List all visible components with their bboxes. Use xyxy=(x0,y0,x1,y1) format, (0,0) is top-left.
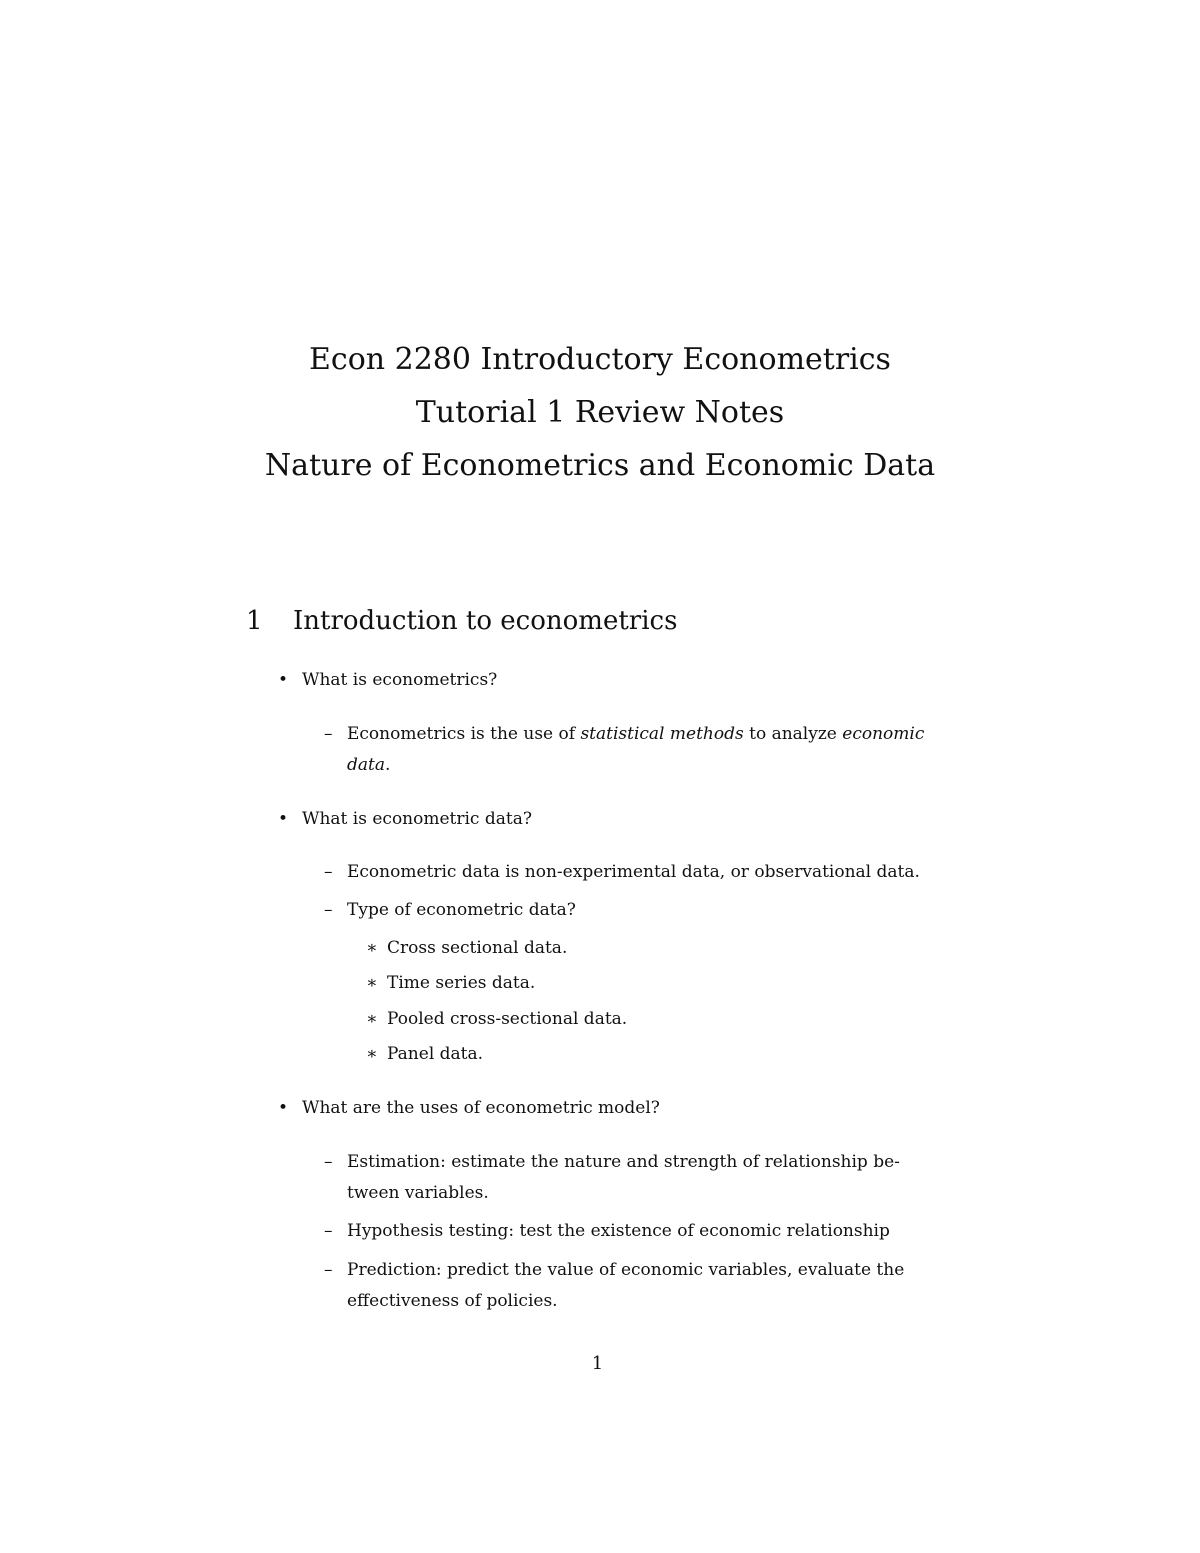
answer-econometrics-line1 xyxy=(347,723,924,745)
answer-econometrics-line2 xyxy=(347,754,390,776)
page-number: 1 xyxy=(591,1353,604,1374)
dash-icon: – xyxy=(324,900,333,920)
section-heading xyxy=(246,606,677,636)
use-hypothesis-testing: Hypothesis testing: test the existence of economic relationship xyxy=(347,1221,890,1241)
document-topic: Nature of Econometrics and Economic Data xyxy=(264,448,936,483)
section-number: 1 xyxy=(246,606,263,636)
list-item: Time series data. xyxy=(387,973,536,993)
bullet-icon: • xyxy=(278,1098,289,1118)
question-model-uses: What are the uses of econometric model? xyxy=(302,1098,660,1118)
dash-icon: – xyxy=(324,1152,333,1172)
list-item: Panel data. xyxy=(387,1044,484,1064)
dash-icon: – xyxy=(324,724,333,744)
use-estimation-line1: Estimation: estimate the nature and strength of relationship be- xyxy=(347,1152,900,1172)
use-prediction-line2: effectiveness of policies. xyxy=(347,1291,558,1311)
star-icon: ∗ xyxy=(366,938,378,958)
list-item: Pooled cross-sectional data. xyxy=(387,1009,628,1029)
document-subtitle: Tutorial 1 Review Notes xyxy=(415,395,785,430)
dash-icon: – xyxy=(324,1260,333,1280)
answer-text: to analyze xyxy=(743,724,843,744)
dash-icon: – xyxy=(324,862,333,882)
star-icon: ∗ xyxy=(366,1044,378,1064)
section-title: Introduction to econometrics xyxy=(293,606,678,636)
answer-emphasis: statistical methods xyxy=(580,724,744,744)
answer-data-types: Type of econometric data? xyxy=(347,900,576,920)
question-econometrics: What is econometrics? xyxy=(302,670,498,690)
bullet-icon: • xyxy=(278,670,289,690)
star-icon: ∗ xyxy=(366,973,378,993)
dash-icon: – xyxy=(324,1221,333,1241)
list-item: Cross sectional data. xyxy=(387,938,568,958)
answer-emphasis: data xyxy=(347,755,385,775)
document-title: Econ 2280 Introductory Econometrics xyxy=(309,342,891,377)
use-estimation-line2: tween variables. xyxy=(347,1183,489,1203)
question-econometric-data: What is econometric data? xyxy=(302,809,532,829)
answer-text: Econometrics is the use of xyxy=(347,724,581,744)
answer-emphasis: economic xyxy=(842,724,925,744)
bullet-icon: • xyxy=(278,809,289,829)
answer-text: . xyxy=(384,755,391,775)
answer-data-definition: Econometric data is non-experimental data, or observational data. xyxy=(347,862,920,882)
star-icon: ∗ xyxy=(366,1009,378,1029)
use-prediction-line1: Prediction: predict the value of economic variables, evaluate the xyxy=(347,1260,905,1280)
